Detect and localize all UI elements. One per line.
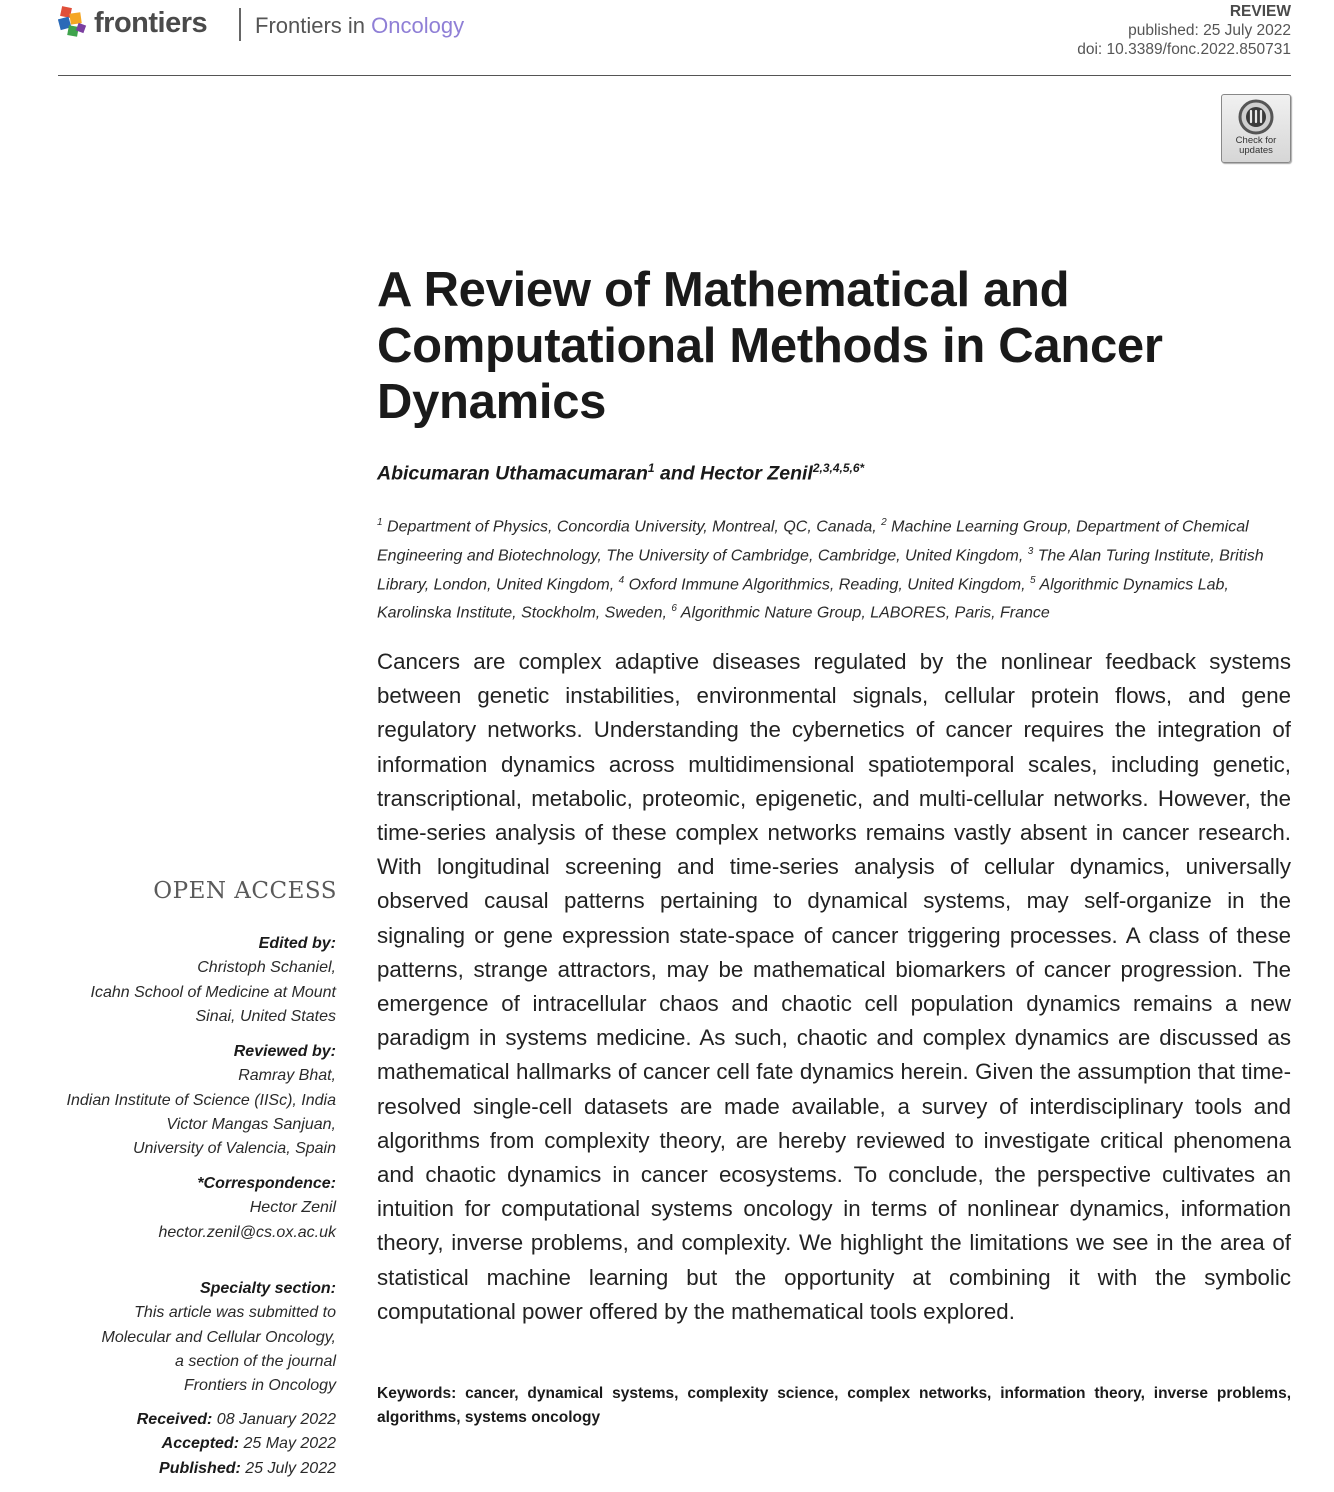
published-date: published: 25 July 2022 xyxy=(1128,22,1291,39)
open-access-label: OPEN ACCESS xyxy=(153,878,337,904)
affiliation: The Alan Turing Institute, British Library, London, United Kingdom, xyxy=(377,547,1264,593)
reviewed-by-heading: Reviewed by: xyxy=(233,1043,336,1060)
header-divider xyxy=(239,8,241,41)
affiliation: Department of Physics, Concordia University, Montreal, QC, Canada, xyxy=(387,518,877,536)
author-affiliation-sup: 1 xyxy=(647,461,655,475)
correspondence-name: Hector Zenil xyxy=(249,1199,336,1217)
affiliation-sup: 1 xyxy=(377,517,383,528)
abstract: Cancers are complex adaptive diseases regulated by the nonlinear feedback systems between genetic instabilities, environmental signals, cellular protein flows, and gene regulatory networks. Understanding the cybernetics of cancer requires the integration of information dynamics across multidimensional spatiotemporal scales, including genetic, transcriptional, metabolic, proteomic, epigenetic, and multi-cellular networks. However, the time-series analysis of these complex networks remains vastly absent in cancer research. With longitudinal screening and time-series analysis of cellular dynamics, universally observed causal patterns pertaining to dynamical systems, may self-organize in the signaling or gene expression state-space of cancer triggering processes. A class of these patterns, strange attractors, may be mathematical biomarkers of cancer progression. The emergence of intracellular chaos and chaotic cell population dynamics remains a new paradigm in systems medicine. As such, chaotic and complex dynamics are discussed as mathematical hallmarks of cancer cell fate dynamics herein. Given the assumption that time-resolved single-cell datasets are made available, a survey of interdisciplinary tools and algorithms from complexity theory, are hereby reviewed to investigate critical phenomena and chaotic dynamics in cancer ecosystems. To conclude, the perspective cultivates an intuition for computational systems oncology in terms of nonlinear dynamics, information theory, inverse problems, and complexity. We highlight the limitations we see in the area of statistical machine learning but the opportunity at combining it with the symbolic computational power offered by the mathematical tools explored. xyxy=(377,649,1291,1324)
date-value: 25 May 2022 xyxy=(243,1435,336,1453)
specialty-line: Molecular and Cellular Oncology, xyxy=(101,1328,336,1346)
article-meta xyxy=(1077,2,1291,59)
reviewer-line: Indian Institute of Science (IISc), India xyxy=(66,1091,336,1109)
published-date-side xyxy=(137,1457,336,1481)
journal-header xyxy=(58,0,1291,76)
author-name[interactable]: Abicumaran Uthamacumaran xyxy=(377,462,648,485)
specialty-section-block xyxy=(102,1277,336,1398)
author-list xyxy=(377,461,864,486)
affiliation-sup: 5 xyxy=(1030,574,1036,586)
editor-line: Christoph Schaniel, xyxy=(197,959,336,977)
frontiers-logo[interactable] xyxy=(58,6,207,40)
author-name[interactable]: Hector Zenil xyxy=(700,462,813,485)
dates-block xyxy=(137,1408,336,1481)
affiliation-sup: 4 xyxy=(618,574,625,586)
edited-by-heading: Edited by: xyxy=(258,935,336,952)
affiliations xyxy=(377,511,1292,626)
affiliation: Algorithmic Dynamics Lab, Karolinska Institute, Stockholm, Sweden, xyxy=(377,575,1229,622)
specialty-line: Frontiers in Oncology xyxy=(183,1377,336,1395)
affiliation: Oxford Immune Algorithmics, Reading, United Kingdom, xyxy=(628,575,1026,593)
edited-by-block xyxy=(91,932,336,1029)
correspondence-email[interactable]: hector.zenil@cs.ox.ac.uk xyxy=(158,1223,336,1241)
reviewer-line: Ramray Bhat, xyxy=(238,1067,336,1085)
affiliation: Algorithmic Nature Group, LABORES, Paris, France xyxy=(680,604,1050,622)
doi[interactable]: doi: 10.3389/fonc.2022.850731 xyxy=(1077,41,1291,58)
date-label: Published: xyxy=(159,1459,241,1477)
keywords: Keywords: cancer, dynamical systems, complexity science, complex networks, information theory, inverse problems, algorithms, systems oncology xyxy=(377,1385,1291,1426)
affiliation-sup: 6 xyxy=(671,603,677,615)
date-label: Received: xyxy=(136,1411,213,1428)
reviewer-line: University of Valencia, Spain xyxy=(132,1140,336,1158)
frontiers-logo-icon xyxy=(58,6,88,40)
affiliation-sup: 2 xyxy=(881,517,887,528)
brand-name: frontiers xyxy=(94,6,208,39)
journal-name[interactable] xyxy=(255,13,464,39)
date-value: 08 January 2022 xyxy=(216,1411,336,1428)
reviewer-line: Victor Mangas Sanjuan, xyxy=(166,1115,336,1133)
reviewed-by-block xyxy=(67,1040,336,1161)
article-type: REVIEW xyxy=(1229,3,1291,20)
check-updates-icon xyxy=(1238,99,1274,135)
specialty-heading: Specialty section: xyxy=(199,1280,336,1297)
correspondence-heading: *Correspondence: xyxy=(197,1175,336,1192)
affiliation-sup: 3 xyxy=(1027,545,1034,557)
accepted-date xyxy=(137,1432,336,1456)
specialty-line: This article was submitted to xyxy=(134,1304,336,1322)
date-label: Accepted: xyxy=(161,1435,240,1453)
editor-line: Icahn School of Medicine at Mount xyxy=(90,983,336,1001)
affiliation: Machine Learning Group, Department of Chemical Engineering and Biotechnology, The University of Cambridge, Cambridge, United Kingdom, xyxy=(377,518,1249,565)
check-for-updates-button[interactable] xyxy=(1221,94,1291,163)
received-date xyxy=(137,1408,336,1432)
specialty-line: a section of the journal xyxy=(175,1352,336,1370)
journal-prefix: Frontiers in xyxy=(255,13,372,38)
article-title: A Review of Mathematical and Computational Methods in Cancer Dynamics xyxy=(377,263,1163,429)
journal-accent: Oncology xyxy=(371,13,465,38)
correspondence-block xyxy=(159,1172,337,1245)
author-affiliation-sup: 2,3,4,5,6* xyxy=(812,461,865,475)
date-value: 25 July 2022 xyxy=(245,1459,336,1477)
check-updates-label: Check for updates xyxy=(1235,135,1277,156)
editor-line: Sinai, United States xyxy=(195,1007,336,1025)
author-joiner: and xyxy=(654,462,701,485)
